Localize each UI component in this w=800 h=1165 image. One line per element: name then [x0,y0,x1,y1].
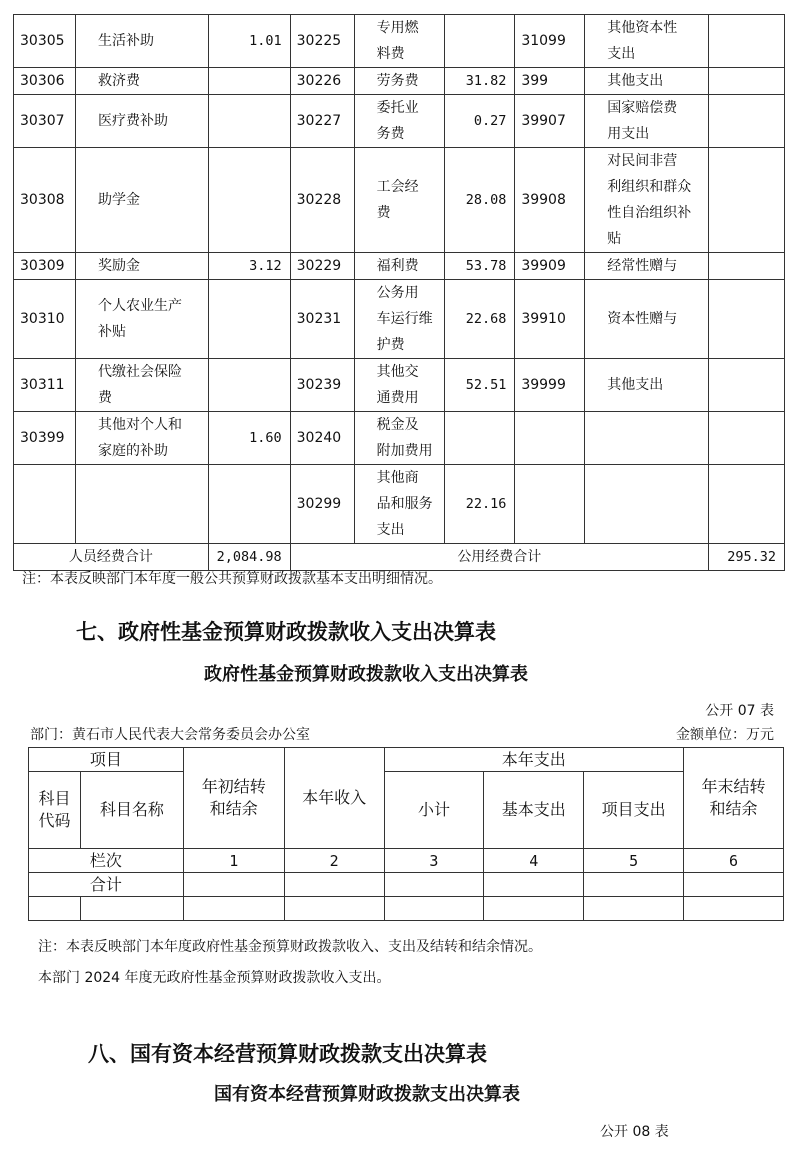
amount-1 [208,95,290,148]
name-1 [75,465,208,544]
total-row [29,873,784,897]
table1-note: 注：本表反映部门本年度一般公共预算财政拨款基本支出明细情况。 [22,571,442,587]
column-number: 6 [684,849,784,873]
name-3 [585,465,709,544]
amount-3 [709,95,785,148]
code-3: 39999 [515,359,585,412]
amount-3 [709,253,785,280]
amount-1 [208,359,290,412]
amount-2: 53.78 [445,253,515,280]
table-row [14,15,785,68]
section7-note-2: 本部门 2024 年度无政府性基金预算财政拨款收入支出。 [38,970,391,986]
amount-1 [208,465,290,544]
name-3: 其他资本性 支出 [585,15,709,68]
column-number-row [29,849,784,873]
name-1: 救济费 [75,68,208,95]
amount-3 [709,148,785,253]
amount-2 [445,15,515,68]
name-3: 国家赔偿费 用支出 [585,95,709,148]
amount-1 [208,68,290,95]
name-2: 公务用 车运行维 护费 [354,280,445,359]
name-2: 税金及 附加费用 [354,412,445,465]
table-body [14,15,785,544]
gov-fund-table [28,747,784,921]
column-number: 4 [484,849,584,873]
name-1: 奖励金 [75,253,208,280]
column-number: 5 [584,849,684,873]
code-1: 30309 [14,253,76,280]
amount-3 [709,412,785,465]
amount-3 [709,68,785,95]
table-row [14,68,785,95]
amount-1: 3.12 [208,253,290,280]
name-2: 专用燃 料费 [354,15,445,68]
header-end-balance: 年末结转 和结余 [684,748,784,849]
code-1: 30399 [14,412,76,465]
section8-table-title: 国有资本经营预算财政拨款支出决算表 [214,1084,520,1105]
amount-2: 31.82 [445,68,515,95]
section8-form-number: 公开 08 表 [600,1124,669,1140]
code-2: 30231 [290,280,354,359]
code-2: 30227 [290,95,354,148]
code-3: 399 [515,68,585,95]
code-2: 30239 [290,359,354,412]
table-row [14,465,785,544]
name-2: 劳务费 [354,68,445,95]
section7-heading: 七、政府性基金预算财政拨款收入支出决算表 [76,620,496,644]
table-row [14,95,785,148]
header-code: 科目 代码 [29,772,81,849]
personnel-total-label: 人员经费合计 [14,544,209,571]
name-3: 资本性赠与 [585,280,709,359]
name-3: 对民间非营 利组织和群众 性自治组织补 贴 [585,148,709,253]
code-1: 30308 [14,148,76,253]
code-3: 39909 [515,253,585,280]
name-2: 其他商 品和服务 支出 [354,465,445,544]
code-1: 30306 [14,68,76,95]
name-1: 生活补助 [75,15,208,68]
code-2: 30225 [290,15,354,68]
amount-3 [709,359,785,412]
section7-amount-unit: 金额单位：万元 [676,727,774,743]
amount-2: 0.27 [445,95,515,148]
header-name: 科目名称 [80,772,183,849]
name-1: 个人农业生产 补贴 [75,280,208,359]
header-expense: 本年支出 [384,748,684,772]
code-1 [14,465,76,544]
personnel-total-value: 2,084.98 [208,544,290,571]
header-subtotal: 小计 [384,772,484,849]
name-3: 其他支出 [585,68,709,95]
code-1: 30311 [14,359,76,412]
section7-form-number: 公开 07 表 [705,703,774,719]
header-income: 本年收入 [284,748,384,849]
name-2: 委托业 务费 [354,95,445,148]
code-3 [515,412,585,465]
table-row [14,253,785,280]
name-2: 其他交 通费用 [354,359,445,412]
amount-2 [445,412,515,465]
name-1: 代缴社会保险 费 [75,359,208,412]
amount-2: 28.08 [445,148,515,253]
amount-1: 1.01 [208,15,290,68]
name-1: 助学金 [75,148,208,253]
section7-note: 注：本表反映部门本年度政府性基金预算财政拨款收入、支出及结转和结余情况。 [38,939,542,955]
table-row [14,148,785,253]
amount-3 [709,280,785,359]
header-basic: 基本支出 [484,772,584,849]
code-2: 30228 [290,148,354,253]
section8-heading: 八、国有资本经营预算财政拨款支出决算表 [88,1042,487,1066]
header-row-1 [29,748,784,772]
section7-department: 部门：黄石市人民代表大会常务委员会办公室 [30,727,310,743]
public-total-value: 295.32 [709,544,785,571]
header-project: 项目 [29,748,184,772]
code-3 [515,465,585,544]
section7-table-title: 政府性基金预算财政拨款收入支出决算表 [204,664,528,685]
table-row [29,897,784,921]
code-1: 30305 [14,15,76,68]
header-begin-balance: 年初结转 和结余 [183,748,284,849]
table-row [14,359,785,412]
code-2: 30299 [290,465,354,544]
public-total-label: 公用经费合计 [290,544,708,571]
name-1: 其他对个人和 家庭的补助 [75,412,208,465]
code-2: 30240 [290,412,354,465]
name-2: 福利费 [354,253,445,280]
amount-3 [709,15,785,68]
column-label: 栏次 [29,849,184,873]
header-row-2 [29,772,784,849]
code-3: 39907 [515,95,585,148]
total-label: 合计 [29,873,184,897]
code-3: 31099 [515,15,585,68]
total-row [14,544,785,571]
code-1: 30307 [14,95,76,148]
name-1: 医疗费补助 [75,95,208,148]
table-row [14,412,785,465]
amount-2: 52.51 [445,359,515,412]
amount-1 [208,280,290,359]
code-3: 39910 [515,280,585,359]
column-number: 2 [284,849,384,873]
header-project-expense: 项目支出 [584,772,684,849]
name-3: 经常性赠与 [585,253,709,280]
code-3: 39908 [515,148,585,253]
basic-expenditure-table [13,14,785,571]
name-2: 工会经 费 [354,148,445,253]
code-1: 30310 [14,280,76,359]
amount-3 [709,465,785,544]
table-row [14,280,785,359]
name-3 [585,412,709,465]
amount-1: 1.60 [208,412,290,465]
code-2: 30229 [290,253,354,280]
name-3: 其他支出 [585,359,709,412]
column-number: 3 [384,849,484,873]
amount-2: 22.68 [445,280,515,359]
code-2: 30226 [290,68,354,95]
amount-1 [208,148,290,253]
amount-2: 22.16 [445,465,515,544]
column-number: 1 [183,849,284,873]
